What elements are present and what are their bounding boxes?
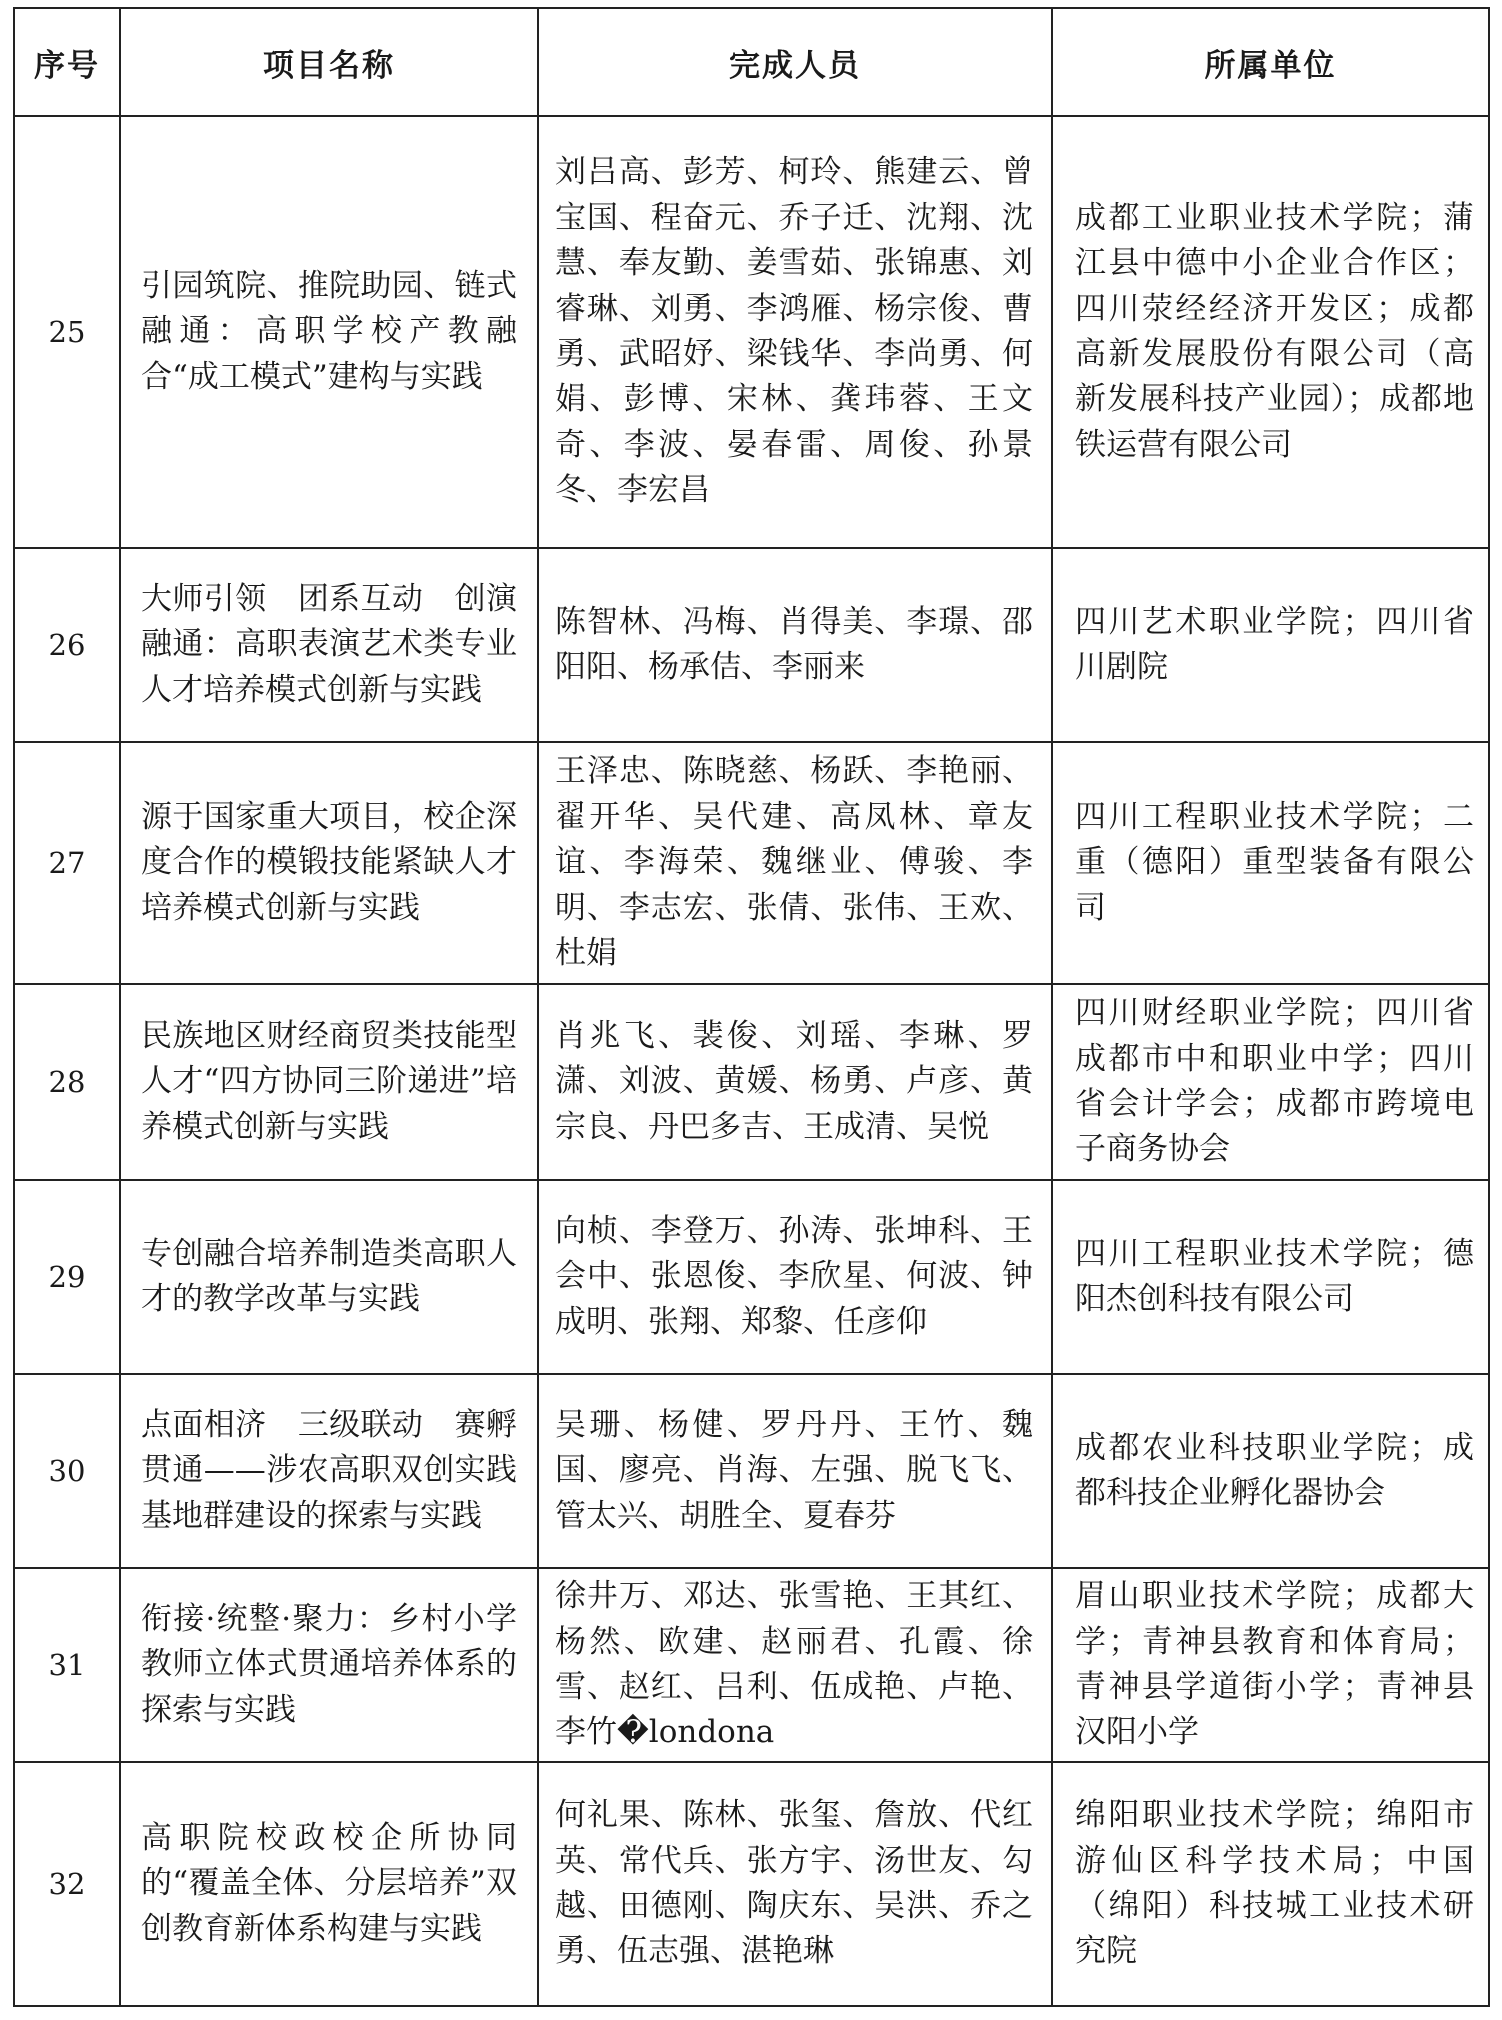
units-list: 成都工业职业技术学院；蒲江县中德中小企业合作区；四川荥经经济开发区；成都高新发展股份有限公司（高新发展科技产业园）；成都地铁运营有限公司 <box>1052 116 1489 548</box>
header-row <box>14 8 1489 116</box>
row-index: 25 <box>14 116 120 548</box>
members-list: 刘吕高、彭芳、柯玲、熊建云、曾宝国、程奋元、乔子迁、沈翔、沈慧、奉友勤、姜雪茹、张锦惠、刘睿琳、刘勇、李鸿雁、杨宗俊、曹勇、武昭妤、梁钱华、李尚勇、何娟、彭博、宋林、龚玮蓉、王文奇、李波、晏春雷、周俊、孙景冬、李宏昌 <box>538 116 1052 548</box>
project-name: 源于国家重大项目，校企深度合作的模锻技能紧缺人才培养模式创新与实践 <box>120 742 538 984</box>
members-list: 肖兆飞、裴俊、刘瑶、李琳、罗潇、刘波、黄媛、杨勇、卢彦、黄宗良、丹巴多吉、王成清、吴悦 <box>538 984 1052 1180</box>
project-name: 专创融合培养制造类高职人才的教学改革与实践 <box>120 1180 538 1374</box>
table-row <box>14 1374 1489 1568</box>
units-list: 眉山职业技术学院；成都大学；青神县教育和体育局；青神县学道街小学；青神县汉阳小学 <box>1052 1568 1489 1762</box>
members-list: 向桢、李登万、孙涛、张坤科、王会中、张恩俊、李欣星、何波、钟成明、张翔、郑黎、任彦仰 <box>538 1180 1052 1374</box>
members-list: 徐井万、邓达、张雪艳、王其红、杨然、欧建、赵丽君、孔霞、徐雪、赵红、吕利、伍成艳、卢艳、李竹�londona <box>538 1568 1052 1762</box>
members-list: 王泽忠、陈晓慈、杨跃、李艳丽、翟开华、吴代建、高凤林、章友谊、李海荣、魏继业、傅骏、李明、李志宏、张倩、张伟、王欢、杜娟 <box>538 742 1052 984</box>
header-units: 所属单位 <box>1052 8 1489 116</box>
row-index: 30 <box>14 1374 120 1568</box>
header-members: 完成人员 <box>538 8 1052 116</box>
units-list: 四川工程职业技术学院；二重（德阳）重型装备有限公司 <box>1052 742 1489 984</box>
project-name: 点面相济 三级联动 赛孵贯通——涉农高职双创实践基地群建设的探索与实践 <box>120 1374 538 1568</box>
table-row <box>14 1180 1489 1374</box>
table-row <box>14 1762 1489 2006</box>
header-index: 序号 <box>14 8 120 116</box>
table-row <box>14 1568 1489 1762</box>
awards-table <box>13 7 1490 2007</box>
row-index: 26 <box>14 548 120 742</box>
units-list: 四川艺术职业学院；四川省川剧院 <box>1052 548 1489 742</box>
members-list: 何礼果、陈林、张玺、詹放、代红英、常代兵、张方宇、汤世友、勾越、田德刚、陶庆东、吴洪、乔之勇、伍志强、湛艳琳 <box>538 1762 1052 2006</box>
project-name: 高职院校政校企所协同的“覆盖全体、分层培养”双创教育新体系构建与实践 <box>120 1762 538 2006</box>
row-index: 31 <box>14 1568 120 1762</box>
row-index: 27 <box>14 742 120 984</box>
units-list: 四川财经职业学院；四川省成都市中和职业中学；四川省会计学会；成都市跨境电子商务协会 <box>1052 984 1489 1180</box>
project-name: 大师引领 团系互动 创演融通：高职表演艺术类专业人才培养模式创新与实践 <box>120 548 538 742</box>
project-name: 民族地区财经商贸类技能型人才“四方协同三阶递进”培养模式创新与实践 <box>120 984 538 1180</box>
project-name: 引园筑院、推院助园、链式融通：高职学校产教融合“成工模式”建构与实践 <box>120 116 538 548</box>
members-list: 吴珊、杨健、罗丹丹、王竹、魏国、廖亮、肖海、左强、脱飞飞、管太兴、胡胜全、夏春芬 <box>538 1374 1052 1568</box>
row-index: 32 <box>14 1762 120 2006</box>
table-row <box>14 984 1489 1180</box>
units-list: 四川工程职业技术学院；德阳杰创科技有限公司 <box>1052 1180 1489 1374</box>
table-row <box>14 116 1489 548</box>
table-row <box>14 742 1489 984</box>
members-list: 陈智林、冯梅、肖得美、李璟、邵阳阳、杨承佶、李丽来 <box>538 548 1052 742</box>
table-row <box>14 548 1489 742</box>
row-index: 28 <box>14 984 120 1180</box>
header-project-name: 项目名称 <box>120 8 538 116</box>
units-list: 绵阳职业技术学院；绵阳市游仙区科学技术局；中国（绵阳）科技城工业技术研究院 <box>1052 1762 1489 2006</box>
units-list: 成都农业科技职业学院；成都科技企业孵化器协会 <box>1052 1374 1489 1568</box>
project-name: 衔接·统整·聚力：乡村小学教师立体式贯通培养体系的探索与实践 <box>120 1568 538 1762</box>
row-index: 29 <box>14 1180 120 1374</box>
